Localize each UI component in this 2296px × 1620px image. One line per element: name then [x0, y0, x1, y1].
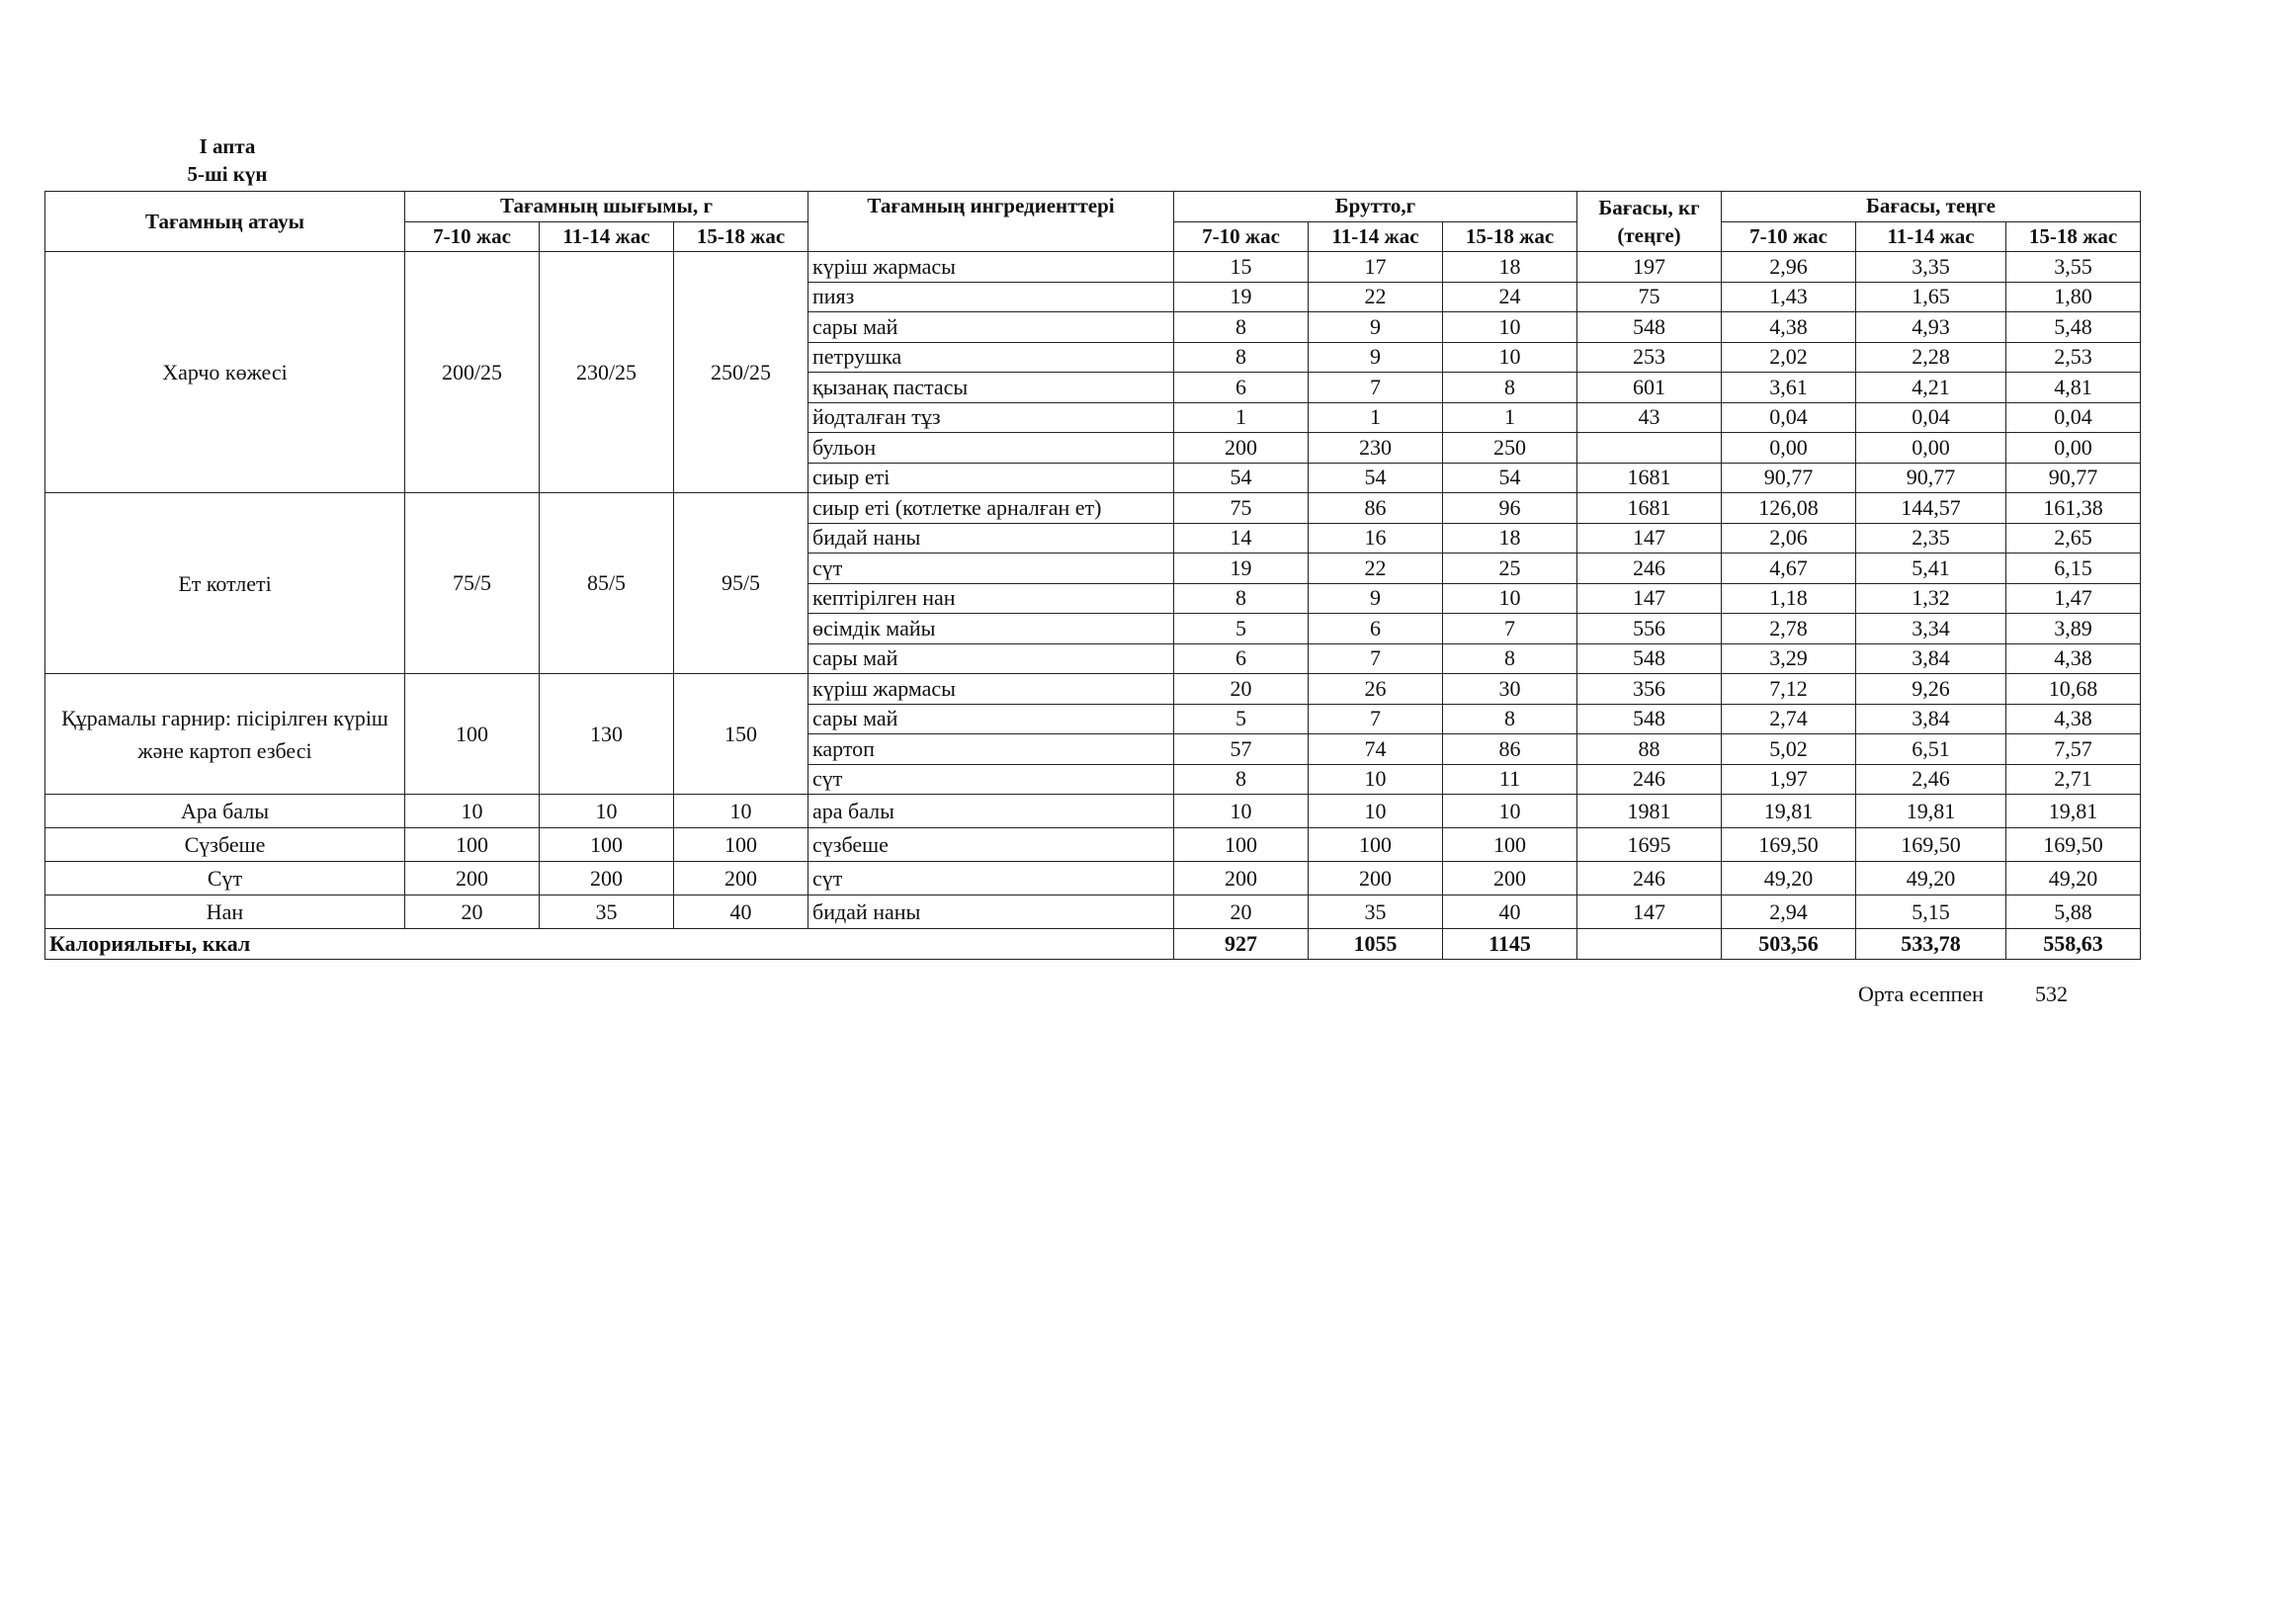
dish-yield: 85/5 [540, 493, 674, 674]
ingredient-cost: 2,94 [1722, 895, 1856, 929]
total-label: Калориялығы, ккал [45, 929, 1174, 960]
ingredient-brutto: 5 [1174, 614, 1309, 644]
ingredient-brutto: 200 [1443, 862, 1577, 895]
ingredient-brutto: 54 [1443, 463, 1577, 493]
ingredient-brutto: 20 [1174, 895, 1309, 929]
ingredient-cost: 5,48 [2006, 312, 2141, 343]
ingredient-brutto: 10 [1174, 795, 1309, 828]
ingredient-brutto: 30 [1443, 674, 1577, 705]
ingredient-cost: 1,18 [1722, 583, 1856, 614]
ingredient-cost: 0,04 [1856, 402, 2006, 433]
ingredient-price-kg: 147 [1577, 583, 1722, 614]
ingredient-brutto: 100 [1309, 828, 1443, 862]
ingredient-cost: 0,04 [1722, 402, 1856, 433]
ingredient-price-kg [1577, 433, 1722, 464]
ingredient-brutto: 8 [1174, 312, 1309, 343]
dish-yield: 200/25 [405, 252, 540, 493]
ingredient-brutto: 96 [1443, 493, 1577, 524]
ingredient-brutto: 74 [1309, 734, 1443, 765]
table-row [45, 795, 2141, 828]
ingredient-cost: 6,51 [1856, 734, 2006, 765]
dish-name: Сүзбеше [45, 828, 405, 862]
dish-yield: 200 [540, 862, 674, 895]
col-price-group: Бағасы, теңге [1722, 192, 2141, 222]
ingredient-brutto: 54 [1174, 463, 1309, 493]
ingredient-brutto: 10 [1443, 312, 1577, 343]
ingredient-cost: 169,50 [1856, 828, 2006, 862]
ingredient-brutto: 20 [1174, 674, 1309, 705]
ingredient-price-kg: 88 [1577, 734, 1722, 765]
average-label: Орта есеппен [1858, 981, 1984, 1006]
col-dish-name: Тағамның атауы [45, 192, 405, 252]
ingredient-name: петрушка [808, 342, 1174, 373]
ingredient-cost: 3,84 [1856, 704, 2006, 734]
ingredient-name: бидай наны [808, 895, 1174, 929]
average-value: 532 [2034, 981, 2068, 1006]
header-row-1 [45, 192, 2141, 222]
dish-yield: 35 [540, 895, 674, 929]
table-row [45, 252, 2141, 283]
ingredient-brutto: 35 [1309, 895, 1443, 929]
ingredient-brutto: 26 [1309, 674, 1443, 705]
col-price-age: 11-14 жас [1856, 221, 2006, 252]
ingredient-brutto: 86 [1443, 734, 1577, 765]
dish-name: Сүт [45, 862, 405, 895]
ingredient-cost: 90,77 [1856, 463, 2006, 493]
ingredient-brutto: 8 [1443, 643, 1577, 674]
ingredient-cost: 4,38 [2006, 704, 2141, 734]
total-row [45, 929, 2141, 960]
ingredient-name: күріш жармасы [808, 674, 1174, 705]
total-price-kg [1577, 929, 1722, 960]
ingredient-cost: 2,96 [1722, 252, 1856, 283]
ingredient-brutto: 230 [1309, 433, 1443, 464]
ingredient-cost: 144,57 [1856, 493, 2006, 524]
ingredient-cost: 4,81 [2006, 373, 2141, 403]
ingredient-price-kg: 356 [1577, 674, 1722, 705]
ingredient-brutto: 1 [1309, 402, 1443, 433]
col-yield-age: 11-14 жас [540, 221, 674, 252]
ingredient-cost: 2,06 [1722, 523, 1856, 554]
ingredient-brutto: 15 [1174, 252, 1309, 283]
dish-yield: 100 [674, 828, 808, 862]
ingredient-cost: 49,20 [1722, 862, 1856, 895]
ingredient-cost: 3,84 [1856, 643, 2006, 674]
col-brutto-age: 7-10 жас [1174, 221, 1309, 252]
ingredient-cost: 7,57 [2006, 734, 2141, 765]
dish-name: Харчо көжесі [45, 252, 405, 493]
ingredient-brutto: 8 [1174, 583, 1309, 614]
ingredient-name: сиыр еті [808, 463, 1174, 493]
ingredient-name: картоп [808, 734, 1174, 765]
ingredient-brutto: 7 [1443, 614, 1577, 644]
ingredient-brutto: 6 [1174, 643, 1309, 674]
ingredient-price-kg: 246 [1577, 764, 1722, 795]
table-row [45, 828, 2141, 862]
ingredient-name: сүт [808, 862, 1174, 895]
dish-yield: 10 [674, 795, 808, 828]
dish-yield: 75/5 [405, 493, 540, 674]
ingredient-name: сүзбеше [808, 828, 1174, 862]
ingredient-cost: 10,68 [2006, 674, 2141, 705]
dish-yield: 130 [540, 674, 674, 795]
day-heading: 5-ші күн [187, 162, 268, 186]
dish-yield: 100 [405, 828, 540, 862]
dish-yield: 100 [405, 674, 540, 795]
ingredient-cost: 49,20 [1856, 862, 2006, 895]
total-cost: 558,63 [2006, 929, 2141, 960]
ingredient-name: сары май [808, 312, 1174, 343]
col-yield-group: Тағамның шығымы, г [405, 192, 808, 222]
ingredient-brutto: 17 [1309, 252, 1443, 283]
dish-name: Ара балы [45, 795, 405, 828]
ingredient-brutto: 16 [1309, 523, 1443, 554]
ingredient-cost: 90,77 [2006, 463, 2141, 493]
ingredient-price-kg: 246 [1577, 554, 1722, 584]
ingredient-price-kg: 1681 [1577, 493, 1722, 524]
ingredient-price-kg: 548 [1577, 312, 1722, 343]
total-brutto: 1055 [1309, 929, 1443, 960]
dish-yield: 200 [674, 862, 808, 895]
ingredient-brutto: 19 [1174, 282, 1309, 312]
dish-yield: 40 [674, 895, 808, 929]
ingredient-cost: 0,00 [2006, 433, 2141, 464]
ingredient-brutto: 54 [1309, 463, 1443, 493]
ingredient-name: күріш жармасы [808, 252, 1174, 283]
total-cost: 533,78 [1856, 929, 2006, 960]
ingredient-name: пияз [808, 282, 1174, 312]
ingredient-price-kg: 147 [1577, 895, 1722, 929]
ingredient-cost: 3,55 [2006, 252, 2141, 283]
table-row [45, 493, 2141, 524]
total-brutto: 1145 [1443, 929, 1577, 960]
ingredient-cost: 4,38 [2006, 643, 2141, 674]
ingredient-brutto: 9 [1309, 312, 1443, 343]
total-cost: 503,56 [1722, 929, 1856, 960]
ingredient-brutto: 10 [1443, 583, 1577, 614]
ingredient-cost: 1,32 [1856, 583, 2006, 614]
ingredient-brutto: 11 [1443, 764, 1577, 795]
ingredient-cost: 3,34 [1856, 614, 2006, 644]
dish-yield: 200 [405, 862, 540, 895]
ingredient-brutto: 10 [1443, 795, 1577, 828]
ingredient-name: сүт [808, 764, 1174, 795]
ingredient-name: бульон [808, 433, 1174, 464]
ingredient-brutto: 10 [1309, 795, 1443, 828]
ingredient-cost: 19,81 [2006, 795, 2141, 828]
ingredient-brutto: 6 [1174, 373, 1309, 403]
ingredient-cost: 3,61 [1722, 373, 1856, 403]
menu-body [45, 252, 2141, 929]
ingredient-name: сары май [808, 704, 1174, 734]
ingredient-brutto: 100 [1443, 828, 1577, 862]
ingredient-brutto: 57 [1174, 734, 1309, 765]
ingredient-cost: 2,02 [1722, 342, 1856, 373]
week-heading: I апта [199, 134, 256, 158]
ingredient-cost: 19,81 [1856, 795, 2006, 828]
table-row [45, 862, 2141, 895]
ingredient-brutto: 19 [1174, 554, 1309, 584]
ingredient-cost: 5,41 [1856, 554, 2006, 584]
ingredient-cost: 4,67 [1722, 554, 1856, 584]
ingredient-cost: 2,46 [1856, 764, 2006, 795]
col-ingredients: Тағамның ингредиенттері [808, 192, 1174, 252]
ingredient-brutto: 86 [1309, 493, 1443, 524]
ingredient-cost: 7,12 [1722, 674, 1856, 705]
ingredient-brutto: 6 [1309, 614, 1443, 644]
ingredient-brutto: 100 [1174, 828, 1309, 862]
ingredient-cost: 3,29 [1722, 643, 1856, 674]
ingredient-price-kg: 548 [1577, 704, 1722, 734]
dish-yield: 150 [674, 674, 808, 795]
ingredient-cost: 19,81 [1722, 795, 1856, 828]
ingredient-price-kg: 601 [1577, 373, 1722, 403]
ingredient-brutto: 18 [1443, 523, 1577, 554]
ingredient-cost: 2,65 [2006, 523, 2141, 554]
dish-name: Ет котлеті [45, 493, 405, 674]
ingredient-brutto: 7 [1309, 373, 1443, 403]
ingredient-cost: 1,80 [2006, 282, 2141, 312]
ingredient-cost: 161,38 [2006, 493, 2141, 524]
ingredient-price-kg: 1695 [1577, 828, 1722, 862]
col-yield-age: 7-10 жас [405, 221, 540, 252]
ingredient-price-kg: 1681 [1577, 463, 1722, 493]
ingredient-brutto: 18 [1443, 252, 1577, 283]
col-price-age: 7-10 жас [1722, 221, 1856, 252]
ingredient-price-kg: 1981 [1577, 795, 1722, 828]
ingredient-name: сүт [808, 554, 1174, 584]
ingredient-cost: 5,15 [1856, 895, 2006, 929]
ingredient-brutto: 250 [1443, 433, 1577, 464]
ingredient-name: қызанақ пастасы [808, 373, 1174, 403]
ingredient-name: ара балы [808, 795, 1174, 828]
ingredient-brutto: 7 [1309, 643, 1443, 674]
ingredient-cost: 2,78 [1722, 614, 1856, 644]
dish-name: Құрамалы гарнир: пісірілген күріш және картоп езбесі [45, 674, 405, 795]
menu-table [44, 191, 2141, 960]
ingredient-brutto: 10 [1443, 342, 1577, 373]
ingredient-brutto: 8 [1174, 764, 1309, 795]
ingredient-cost: 0,00 [1722, 433, 1856, 464]
ingredient-cost: 5,88 [2006, 895, 2141, 929]
ingredient-cost: 169,50 [2006, 828, 2141, 862]
dish-yield: 20 [405, 895, 540, 929]
ingredient-cost: 4,93 [1856, 312, 2006, 343]
ingredient-brutto: 22 [1309, 282, 1443, 312]
ingredient-cost: 2,71 [2006, 764, 2141, 795]
ingredient-brutto: 200 [1309, 862, 1443, 895]
ingredient-brutto: 200 [1174, 433, 1309, 464]
ingredient-brutto: 75 [1174, 493, 1309, 524]
ingredient-price-kg: 43 [1577, 402, 1722, 433]
ingredient-cost: 2,53 [2006, 342, 2141, 373]
ingredient-name: сары май [808, 643, 1174, 674]
ingredient-cost: 3,35 [1856, 252, 2006, 283]
ingredient-cost: 0,00 [1856, 433, 2006, 464]
ingredient-brutto: 7 [1309, 704, 1443, 734]
ingredient-price-kg: 75 [1577, 282, 1722, 312]
ingredient-cost: 1,65 [1856, 282, 2006, 312]
ingredient-price-kg: 197 [1577, 252, 1722, 283]
ingredient-cost: 1,47 [2006, 583, 2141, 614]
ingredient-name: йодталған тұз [808, 402, 1174, 433]
dish-yield: 10 [540, 795, 674, 828]
ingredient-cost: 5,02 [1722, 734, 1856, 765]
ingredient-brutto: 8 [1174, 342, 1309, 373]
ingredient-price-kg: 147 [1577, 523, 1722, 554]
ingredient-name: өсімдік майы [808, 614, 1174, 644]
ingredient-brutto: 25 [1443, 554, 1577, 584]
dish-yield: 230/25 [540, 252, 674, 493]
ingredient-price-kg: 253 [1577, 342, 1722, 373]
dish-name: Нан [45, 895, 405, 929]
table-row [45, 674, 2141, 705]
ingredient-cost: 49,20 [2006, 862, 2141, 895]
ingredient-cost: 2,28 [1856, 342, 2006, 373]
ingredient-cost: 169,50 [1722, 828, 1856, 862]
ingredient-name: кептірілген нан [808, 583, 1174, 614]
table-row [45, 895, 2141, 929]
dish-yield: 100 [540, 828, 674, 862]
ingredient-brutto: 200 [1174, 862, 1309, 895]
col-price-age: 15-18 жас [2006, 221, 2141, 252]
total-brutto: 927 [1174, 929, 1309, 960]
ingredient-brutto: 24 [1443, 282, 1577, 312]
ingredient-cost: 4,38 [1722, 312, 1856, 343]
ingredient-brutto: 40 [1443, 895, 1577, 929]
ingredient-cost: 6,15 [2006, 554, 2141, 584]
ingredient-price-kg: 556 [1577, 614, 1722, 644]
ingredient-name: сиыр еті (котлетке арналған ет) [808, 493, 1174, 524]
ingredient-brutto: 9 [1309, 583, 1443, 614]
ingredient-cost: 3,89 [2006, 614, 2141, 644]
ingredient-brutto: 14 [1174, 523, 1309, 554]
ingredient-cost: 4,21 [1856, 373, 2006, 403]
ingredient-brutto: 10 [1309, 764, 1443, 795]
ingredient-brutto: 22 [1309, 554, 1443, 584]
ingredient-brutto: 1 [1174, 402, 1309, 433]
ingredient-cost: 126,08 [1722, 493, 1856, 524]
col-price-kg: Бағасы, кг (теңге) [1577, 192, 1722, 252]
ingredient-cost: 9,26 [1856, 674, 2006, 705]
dish-yield: 95/5 [674, 493, 808, 674]
ingredient-brutto: 8 [1443, 704, 1577, 734]
ingredient-brutto: 9 [1309, 342, 1443, 373]
col-yield-age: 15-18 жас [674, 221, 808, 252]
ingredient-cost: 90,77 [1722, 463, 1856, 493]
col-brutto-age: 15-18 жас [1443, 221, 1577, 252]
ingredient-price-kg: 548 [1577, 643, 1722, 674]
col-brutto-age: 11-14 жас [1309, 221, 1443, 252]
average-summary [1858, 981, 2068, 1007]
ingredient-cost: 2,35 [1856, 523, 2006, 554]
dish-yield: 10 [405, 795, 540, 828]
col-brutto-group: Брутто,г [1174, 192, 1577, 222]
ingredient-cost: 0,04 [2006, 402, 2141, 433]
ingredient-cost: 1,43 [1722, 282, 1856, 312]
ingredient-cost: 2,74 [1722, 704, 1856, 734]
ingredient-brutto: 5 [1174, 704, 1309, 734]
ingredient-brutto: 8 [1443, 373, 1577, 403]
ingredient-brutto: 1 [1443, 402, 1577, 433]
ingredient-price-kg: 246 [1577, 862, 1722, 895]
ingredient-name: бидай наны [808, 523, 1174, 554]
dish-yield: 250/25 [674, 252, 808, 493]
ingredient-cost: 1,97 [1722, 764, 1856, 795]
